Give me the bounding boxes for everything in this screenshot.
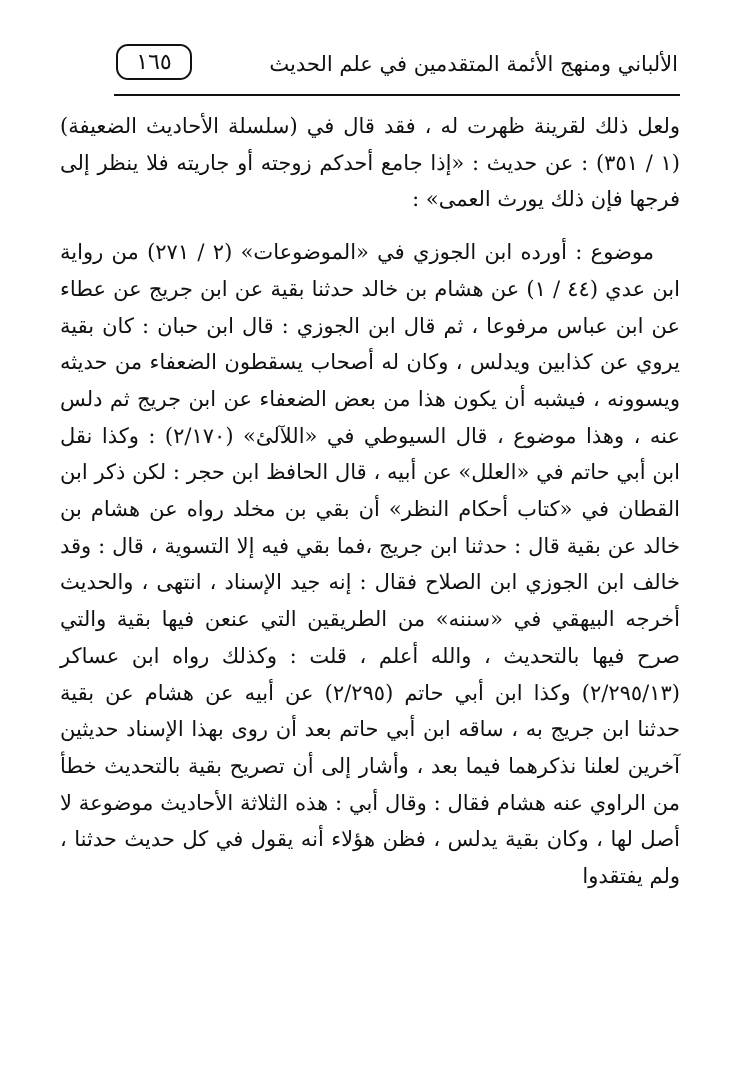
paragraph: ولعل ذلك لقرينة ظهرت له ، فقد قال في (سلسلة الأحاديث الضعيفة) (١ / ٣٥١) : عن حديث : «إذا جامع أحدكم زوجته أو جاريته فلا ينظر إلى فرجها فإن ذلك يورث العمى» : bbox=[60, 114, 680, 212]
page-number: ١٦٥ bbox=[116, 44, 192, 80]
page-header bbox=[116, 40, 678, 92]
running-title: الألباني ومنهج الأئمة المتقدمين في علم الحديث bbox=[269, 52, 678, 76]
header-rule bbox=[114, 94, 680, 96]
paragraph: موضوع : أورده ابن الجوزي في «الموضوعات» (٢ / ٢٧١) من رواية ابن عدي (٤٤ / ١) عن هشام بن خالد حدثنا بقية عن ابن جريج عن عطاء عن ابن عباس مرفوعا ، ثم قال ابن الجوزي : قال ابن حبان : كان بقية يروي عن كذابين ويدلس ، وكان له أصحاب يسقطون الضعفاء من حديثه ويسوونه ، فيشبه أن يكون هذا من بعض الضعفاء عن ابن جريج ثم دلس عنه ، وهذا موضوع ، قال السيوطي في «اللآلئ» (٢/١٧٠) : وكذا نقل ابن أبي حاتم في «العلل» عن أبيه ، قال الحافظ ابن حجر : لكن ذكر ابن القطان في «كتاب أحكام النظر» أن بقي بن مخلد رواه عن هشام بن خالد عن بقية قال : حدثنا ابن جريج ،فما بقي فيه إلا التسوية ، قال : وقد خالف ابن الجوزي ابن الصلاح فقال : إنه جيد الإسناد ، انتهى ، والحديث أخرجه البيهقي في «سننه» من الطريقين التي عنعن فيها بقية والتي صرح فيها بالتحديث ، والله أعلم ، قلت : وكذلك رواه ابن عساكر (٢/٢٩٥/١٣) وكذا ابن أبي حاتم (٢/٢٩٥) عن أبيه عن هشام عن بقية حدثنا ابن جريج به ، ساقه ابن أبي حاتم بعد أن روى بهذا الإسناد حديثين آخرين لعلنا نذكرهما فيما بعد ، وأشار إلى أن تصريح بقية بالتحديث خطأ من الراوي عنه هشام فقال : وقال أبي : هذه الثلاثة الأحاديث موضوعة لا أصل لها ، وكان بقية يدلس ، فظن هؤلاء أنه يقول في كل حديث حدثنا ، ولم يفتقدوا bbox=[60, 240, 680, 889]
main-text bbox=[60, 108, 680, 895]
